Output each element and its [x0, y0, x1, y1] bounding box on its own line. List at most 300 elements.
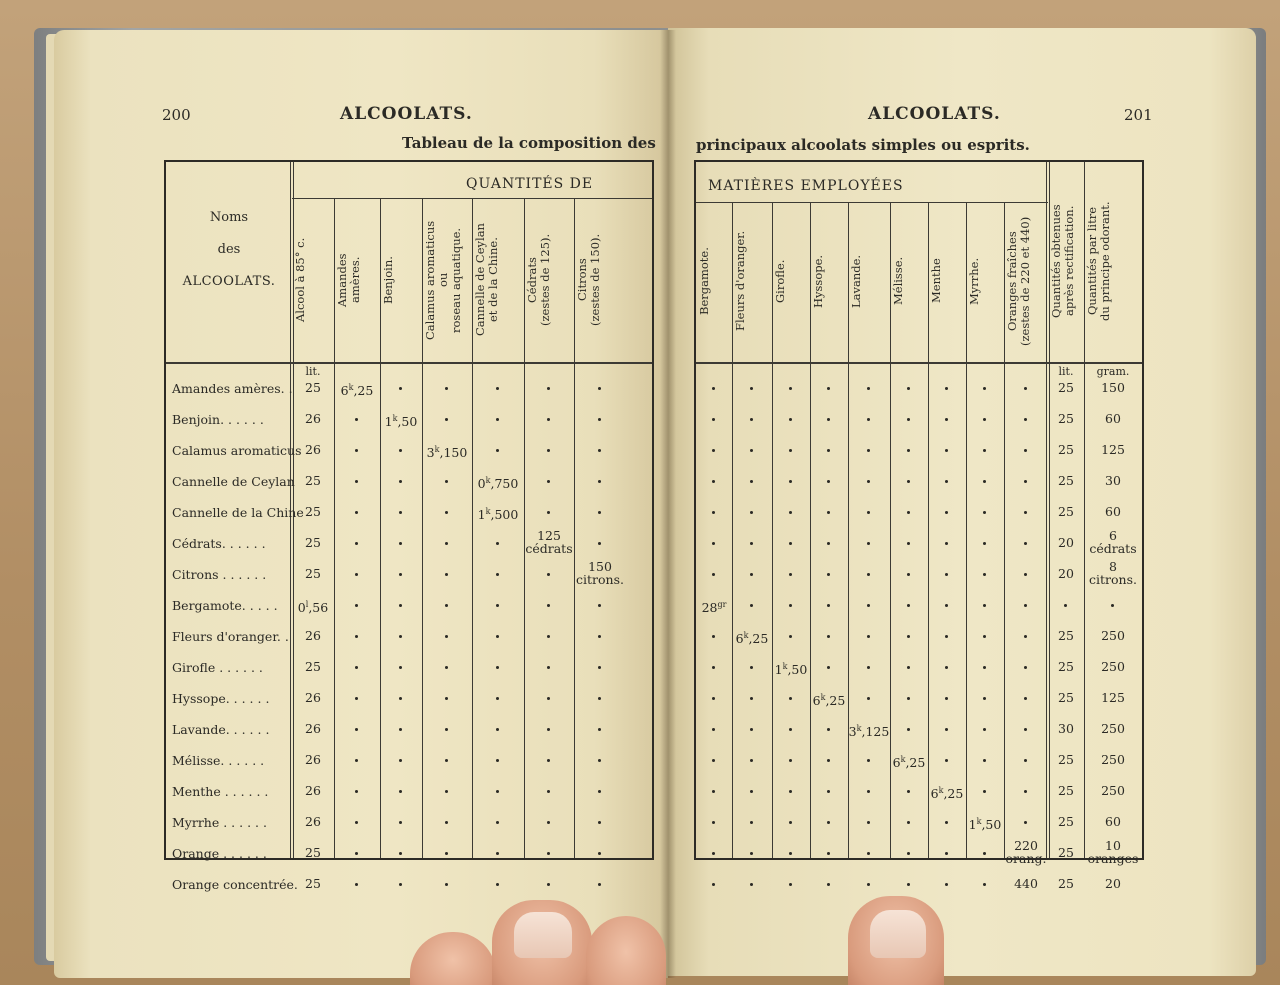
table-cell: 10 oranges: [1087, 838, 1139, 866]
ditto-mark: [1022, 757, 1030, 765]
units-litres: lit.: [305, 365, 321, 378]
ditto-mark: [443, 850, 451, 858]
ditto-mark: [748, 881, 756, 889]
ditto-mark: [787, 571, 795, 579]
row-name: Benjoin. . . . . .: [172, 412, 264, 427]
left-page: [54, 30, 668, 978]
row-name: Girofle . . . . . .: [172, 660, 263, 675]
ditto-mark: [710, 757, 718, 765]
ditto-mark: [596, 695, 604, 703]
ditto-mark: [787, 757, 795, 765]
row-name: Orange concentrée.: [172, 877, 298, 892]
ditto-mark: [397, 478, 405, 486]
column-header-9: Oranges fraîches (zestes de 220 et 440): [1005, 216, 1032, 346]
row-name: Citrons . . . . . .: [172, 567, 267, 582]
ditto-mark: [825, 540, 833, 548]
ditto-mark: [596, 540, 604, 548]
column-header-7: Menthe: [929, 258, 943, 304]
ditto-mark: [981, 695, 989, 703]
table-cell: 220 orang.: [1005, 838, 1047, 866]
row-name: Myrrhe . . . . . .: [172, 815, 267, 830]
ditto-mark: [943, 850, 951, 858]
table-cell: 3$^k$,125: [848, 724, 890, 740]
ditto-mark: [397, 509, 405, 517]
ditto-mark: [981, 726, 989, 734]
ditto-mark: [494, 757, 502, 765]
ditto-mark: [787, 819, 795, 827]
row-name: Cannelle de Ceylan: [172, 474, 295, 489]
ditto-mark: [353, 788, 361, 796]
ditto-mark: [353, 509, 361, 517]
ditto-mark: [943, 664, 951, 672]
row-name: Cannelle de la Chine: [172, 505, 304, 520]
ditto-mark: [443, 757, 451, 765]
ditto-mark: [865, 509, 873, 517]
finger-2: [492, 900, 592, 985]
ditto-mark: [443, 695, 451, 703]
ditto-mark: [397, 602, 405, 610]
ditto-mark: [1022, 540, 1030, 548]
ditto-mark: [710, 447, 718, 455]
ditto-mark: [748, 788, 756, 796]
table-cell: 6 cédrats: [1089, 528, 1137, 556]
ditto-mark: [825, 602, 833, 610]
ditto-mark: [397, 633, 405, 641]
ditto-mark: [353, 881, 361, 889]
ditto-mark: [981, 633, 989, 641]
table-cell: 440: [1014, 876, 1038, 891]
ditto-mark: [443, 726, 451, 734]
ditto-mark: [443, 478, 451, 486]
units-litres: lit.: [1058, 365, 1074, 378]
ditto-mark: [865, 540, 873, 548]
ditto-mark: [1022, 478, 1030, 486]
ditto-mark: [596, 447, 604, 455]
finger-4: [848, 896, 944, 985]
ditto-mark: [494, 726, 502, 734]
ditto-mark: [748, 726, 756, 734]
names-header-line-2: des: [217, 242, 241, 257]
ditto-mark: [596, 602, 604, 610]
ditto-mark: [596, 788, 604, 796]
ditto-mark: [545, 509, 553, 517]
table-cell: 6$^k$,25: [735, 631, 769, 647]
ditto-mark: [748, 571, 756, 579]
ditto-mark: [825, 664, 833, 672]
ditto-mark: [825, 447, 833, 455]
ditto-mark: [443, 416, 451, 424]
ditto-mark: [443, 819, 451, 827]
table-cell: 25: [1058, 504, 1074, 519]
ditto-mark: [1109, 602, 1117, 610]
ditto-mark: [1022, 664, 1030, 672]
ditto-mark: [353, 571, 361, 579]
ditto-mark: [596, 881, 604, 889]
ditto-mark: [865, 447, 873, 455]
ditto-mark: [865, 788, 873, 796]
ditto-mark: [865, 385, 873, 393]
ditto-mark: [397, 881, 405, 889]
header-bottom-rule: [166, 362, 652, 364]
ditto-mark: [981, 540, 989, 548]
column-header-3: Benjoin.: [381, 256, 395, 304]
ditto-mark: [981, 664, 989, 672]
ditto-mark: [710, 385, 718, 393]
column-header-3: Girofle.: [773, 259, 787, 303]
table-cell: 1$^k$,50: [968, 817, 1002, 833]
ditto-mark: [825, 509, 833, 517]
ditto-mark: [494, 788, 502, 796]
units-grams: gram.: [1096, 365, 1130, 378]
ditto-mark: [865, 881, 873, 889]
table-caption-left: Tableau de la composition des: [402, 134, 656, 152]
ditto-mark: [825, 757, 833, 765]
ditto-mark: [1062, 602, 1070, 610]
finger-1: [410, 932, 496, 985]
ditto-mark: [596, 633, 604, 641]
ditto-mark: [443, 602, 451, 610]
ditto-mark: [710, 695, 718, 703]
ditto-mark: [494, 633, 502, 641]
ditto-mark: [596, 509, 604, 517]
ditto-mark: [787, 602, 795, 610]
ditto-mark: [905, 571, 913, 579]
ditto-mark: [1022, 509, 1030, 517]
ditto-mark: [748, 757, 756, 765]
table-cell: 25: [1058, 814, 1074, 829]
ditto-mark: [710, 664, 718, 672]
names-header-line-1: Noms: [209, 210, 249, 225]
ditto-mark: [905, 447, 913, 455]
ditto-mark: [865, 757, 873, 765]
ditto-mark: [710, 633, 718, 641]
ditto-mark: [397, 819, 405, 827]
ditto-mark: [787, 447, 795, 455]
ditto-mark: [353, 819, 361, 827]
ditto-mark: [865, 819, 873, 827]
ditto-mark: [545, 819, 553, 827]
table-cell: 20: [1058, 535, 1074, 550]
ditto-mark: [353, 695, 361, 703]
row-name: Mélisse. . . . . .: [172, 753, 265, 768]
table-cell: 60: [1105, 504, 1121, 519]
ditto-mark: [865, 602, 873, 610]
ditto-mark: [905, 881, 913, 889]
table-cell: 6$^k$,25: [812, 693, 846, 709]
table-cell: 60: [1105, 814, 1121, 829]
ditto-mark: [943, 602, 951, 610]
ditto-mark: [1022, 726, 1030, 734]
ditto-mark: [825, 850, 833, 858]
ditto-mark: [353, 664, 361, 672]
table-cell: 250: [1101, 783, 1125, 798]
ditto-mark: [710, 726, 718, 734]
names-column-header: [166, 202, 292, 298]
ditto-mark: [943, 416, 951, 424]
ditto-mark: [981, 881, 989, 889]
ditto-mark: [865, 571, 873, 579]
table-cell: 25: [1058, 783, 1074, 798]
ditto-mark: [545, 850, 553, 858]
table-cell: 26: [305, 411, 321, 426]
ditto-mark: [545, 881, 553, 889]
ditto-mark: [353, 757, 361, 765]
table-cell: 25: [1058, 690, 1074, 705]
ditto-mark: [710, 416, 718, 424]
table-cell: 26: [305, 442, 321, 457]
column-header-8: Myrrhe.: [967, 257, 981, 305]
ditto-mark: [787, 478, 795, 486]
table-cell: 25: [1058, 876, 1074, 891]
ditto-mark: [494, 540, 502, 548]
ditto-mark: [545, 757, 553, 765]
ditto-mark: [748, 416, 756, 424]
ditto-mark: [443, 509, 451, 517]
row-name: Orange . . . . . .: [172, 846, 267, 861]
table-cell: 125 cédrats: [525, 528, 573, 556]
ditto-mark: [596, 478, 604, 486]
ditto-mark: [905, 633, 913, 641]
right-page: [668, 28, 1256, 976]
ditto-mark: [1022, 602, 1030, 610]
ditto-mark: [981, 571, 989, 579]
ditto-mark: [710, 788, 718, 796]
ditto-mark: [596, 850, 604, 858]
ditto-mark: [943, 757, 951, 765]
table-cell: 25: [1058, 442, 1074, 457]
row-name: Bergamote. . . . .: [172, 598, 278, 613]
ditto-mark: [787, 726, 795, 734]
row-name: Calamus aromaticus: [172, 443, 302, 458]
ditto-mark: [905, 819, 913, 827]
ditto-mark: [1022, 571, 1030, 579]
column-header-10: Quantités obtenues après rectification.: [1049, 204, 1076, 318]
ditto-mark: [787, 881, 795, 889]
ditto-mark: [943, 726, 951, 734]
ditto-mark: [748, 478, 756, 486]
table-cell: 125: [1101, 690, 1125, 705]
ditto-mark: [353, 416, 361, 424]
ditto-mark: [596, 385, 604, 393]
ditto-mark: [397, 850, 405, 858]
table-cell: 25: [1058, 752, 1074, 767]
ditto-mark: [710, 571, 718, 579]
ditto-mark: [596, 416, 604, 424]
ditto-mark: [710, 540, 718, 548]
table-cell: 0$^l$,56: [297, 600, 329, 616]
table-cell: 25: [305, 504, 321, 519]
ditto-mark: [1022, 695, 1030, 703]
row-name: Menthe . . . . . .: [172, 784, 269, 799]
composition-table-right: [694, 160, 1144, 891]
table-cell: 25: [1058, 473, 1074, 488]
row-name: Amandes amères. .: [172, 381, 293, 396]
running-head-left: ALCOOLATS.: [340, 104, 473, 124]
ditto-mark: [825, 416, 833, 424]
table-cell: 8 citrons.: [1089, 559, 1137, 587]
ditto-mark: [1022, 385, 1030, 393]
column-header-2: Fleurs d'oranger.: [733, 230, 747, 332]
ditto-mark: [710, 850, 718, 858]
ditto-mark: [825, 571, 833, 579]
ditto-mark: [397, 757, 405, 765]
table-cell: 1$^k$,500: [477, 507, 519, 523]
ditto-mark: [981, 788, 989, 796]
table-cell: 125: [1101, 442, 1125, 457]
ditto-mark: [1022, 447, 1030, 455]
page-number-left: 200: [162, 106, 191, 124]
ditto-mark: [397, 726, 405, 734]
ditto-mark: [353, 447, 361, 455]
table-cell: 6$^k$,25: [340, 383, 374, 399]
ditto-mark: [905, 664, 913, 672]
ditto-mark: [443, 571, 451, 579]
ditto-mark: [545, 571, 553, 579]
ditto-mark: [865, 416, 873, 424]
ditto-mark: [825, 788, 833, 796]
ditto-mark: [905, 416, 913, 424]
ditto-mark: [748, 850, 756, 858]
ditto-mark: [443, 385, 451, 393]
ditto-mark: [397, 664, 405, 672]
table-cell: 26: [305, 752, 321, 767]
holding-fingers: [400, 890, 960, 985]
ditto-mark: [825, 633, 833, 641]
ditto-mark: [397, 695, 405, 703]
ditto-mark: [905, 478, 913, 486]
ditto-mark: [943, 571, 951, 579]
materials-header: MATIÈRES EMPLOYÉES: [708, 178, 904, 194]
ditto-mark: [905, 509, 913, 517]
ditto-mark: [748, 540, 756, 548]
ditto-mark: [494, 881, 502, 889]
column-header-5: Lavande.: [849, 254, 863, 308]
ditto-mark: [353, 602, 361, 610]
ditto-mark: [787, 695, 795, 703]
column-header-6: Cédrats (zestes de 125).: [525, 233, 552, 327]
ditto-mark: [787, 850, 795, 858]
table-cell: 25: [305, 845, 321, 860]
ditto-mark: [353, 633, 361, 641]
ditto-mark: [596, 664, 604, 672]
ditto-mark: [943, 819, 951, 827]
row-name: Fleurs d'oranger. .: [172, 629, 289, 644]
ditto-mark: [787, 788, 795, 796]
ditto-mark: [545, 447, 553, 455]
ditto-mark: [397, 447, 405, 455]
table-cell: 6$^k$,25: [892, 755, 926, 771]
ditto-mark: [545, 416, 553, 424]
ditto-mark: [545, 633, 553, 641]
table-cell: 25: [305, 380, 321, 395]
ditto-mark: [943, 881, 951, 889]
ditto-mark: [494, 602, 502, 610]
ditto-mark: [353, 478, 361, 486]
column-header-6: Mélisse.: [891, 256, 905, 306]
ditto-mark: [397, 788, 405, 796]
ditto-mark: [494, 385, 502, 393]
ditto-mark: [905, 726, 913, 734]
ditto-mark: [545, 726, 553, 734]
ditto-mark: [981, 850, 989, 858]
ditto-mark: [748, 664, 756, 672]
ditto-mark: [710, 819, 718, 827]
ditto-mark: [710, 509, 718, 517]
ditto-mark: [494, 819, 502, 827]
table-cell: 26: [305, 783, 321, 798]
ditto-mark: [443, 540, 451, 548]
ditto-mark: [748, 819, 756, 827]
table-cell: 26: [305, 628, 321, 643]
ditto-mark: [787, 509, 795, 517]
table-cell: 25: [1058, 845, 1074, 860]
ditto-mark: [443, 788, 451, 796]
ditto-mark: [905, 385, 913, 393]
ditto-mark: [905, 602, 913, 610]
names-header-line-3: ALCOOLATS.: [182, 274, 276, 289]
ditto-mark: [825, 881, 833, 889]
ditto-mark: [443, 881, 451, 889]
table-cell: 26: [305, 690, 321, 705]
table-cell: 30: [1105, 473, 1121, 488]
page-number-right: 201: [1124, 106, 1153, 124]
column-header-1: Bergamote.: [697, 247, 711, 315]
ditto-mark: [596, 757, 604, 765]
ditto-mark: [494, 695, 502, 703]
ditto-mark: [397, 540, 405, 548]
ditto-mark: [710, 478, 718, 486]
column-header-4: Hyssope.: [811, 254, 825, 308]
ditto-mark: [865, 850, 873, 858]
table-cell: 6$^k$,25: [930, 786, 964, 802]
ditto-mark: [748, 695, 756, 703]
column-header-11: Quantités par litre du principe odorant.: [1085, 201, 1112, 321]
ditto-mark: [825, 819, 833, 827]
ditto-mark: [545, 695, 553, 703]
ditto-mark: [865, 664, 873, 672]
ditto-mark: [748, 385, 756, 393]
ditto-mark: [787, 385, 795, 393]
ditto-mark: [748, 509, 756, 517]
table-cell: 25: [305, 659, 321, 674]
table-cell: 26: [305, 721, 321, 736]
table-cell: 3$^k$,150: [426, 445, 468, 461]
ditto-mark: [397, 385, 405, 393]
ditto-mark: [825, 385, 833, 393]
table-cell: 26: [305, 814, 321, 829]
ditto-mark: [787, 633, 795, 641]
finger-3: [586, 916, 666, 985]
ditto-mark: [865, 633, 873, 641]
composition-table-left: [164, 160, 654, 892]
materials-header-rule: [696, 202, 1048, 203]
ditto-mark: [1022, 819, 1030, 827]
ditto-mark: [905, 850, 913, 858]
ditto-mark: [494, 416, 502, 424]
ditto-mark: [494, 664, 502, 672]
table-cell: 250: [1101, 721, 1125, 736]
ditto-mark: [1022, 416, 1030, 424]
table-cell: 25: [305, 876, 321, 891]
ditto-mark: [596, 726, 604, 734]
table-cell: 25: [1058, 628, 1074, 643]
ditto-mark: [545, 478, 553, 486]
column-header-7: Citrons (zestes de 150).: [575, 233, 602, 327]
ditto-mark: [981, 447, 989, 455]
running-head-right: ALCOOLATS.: [868, 104, 1001, 124]
ditto-mark: [397, 571, 405, 579]
table-cell: 25: [305, 566, 321, 581]
